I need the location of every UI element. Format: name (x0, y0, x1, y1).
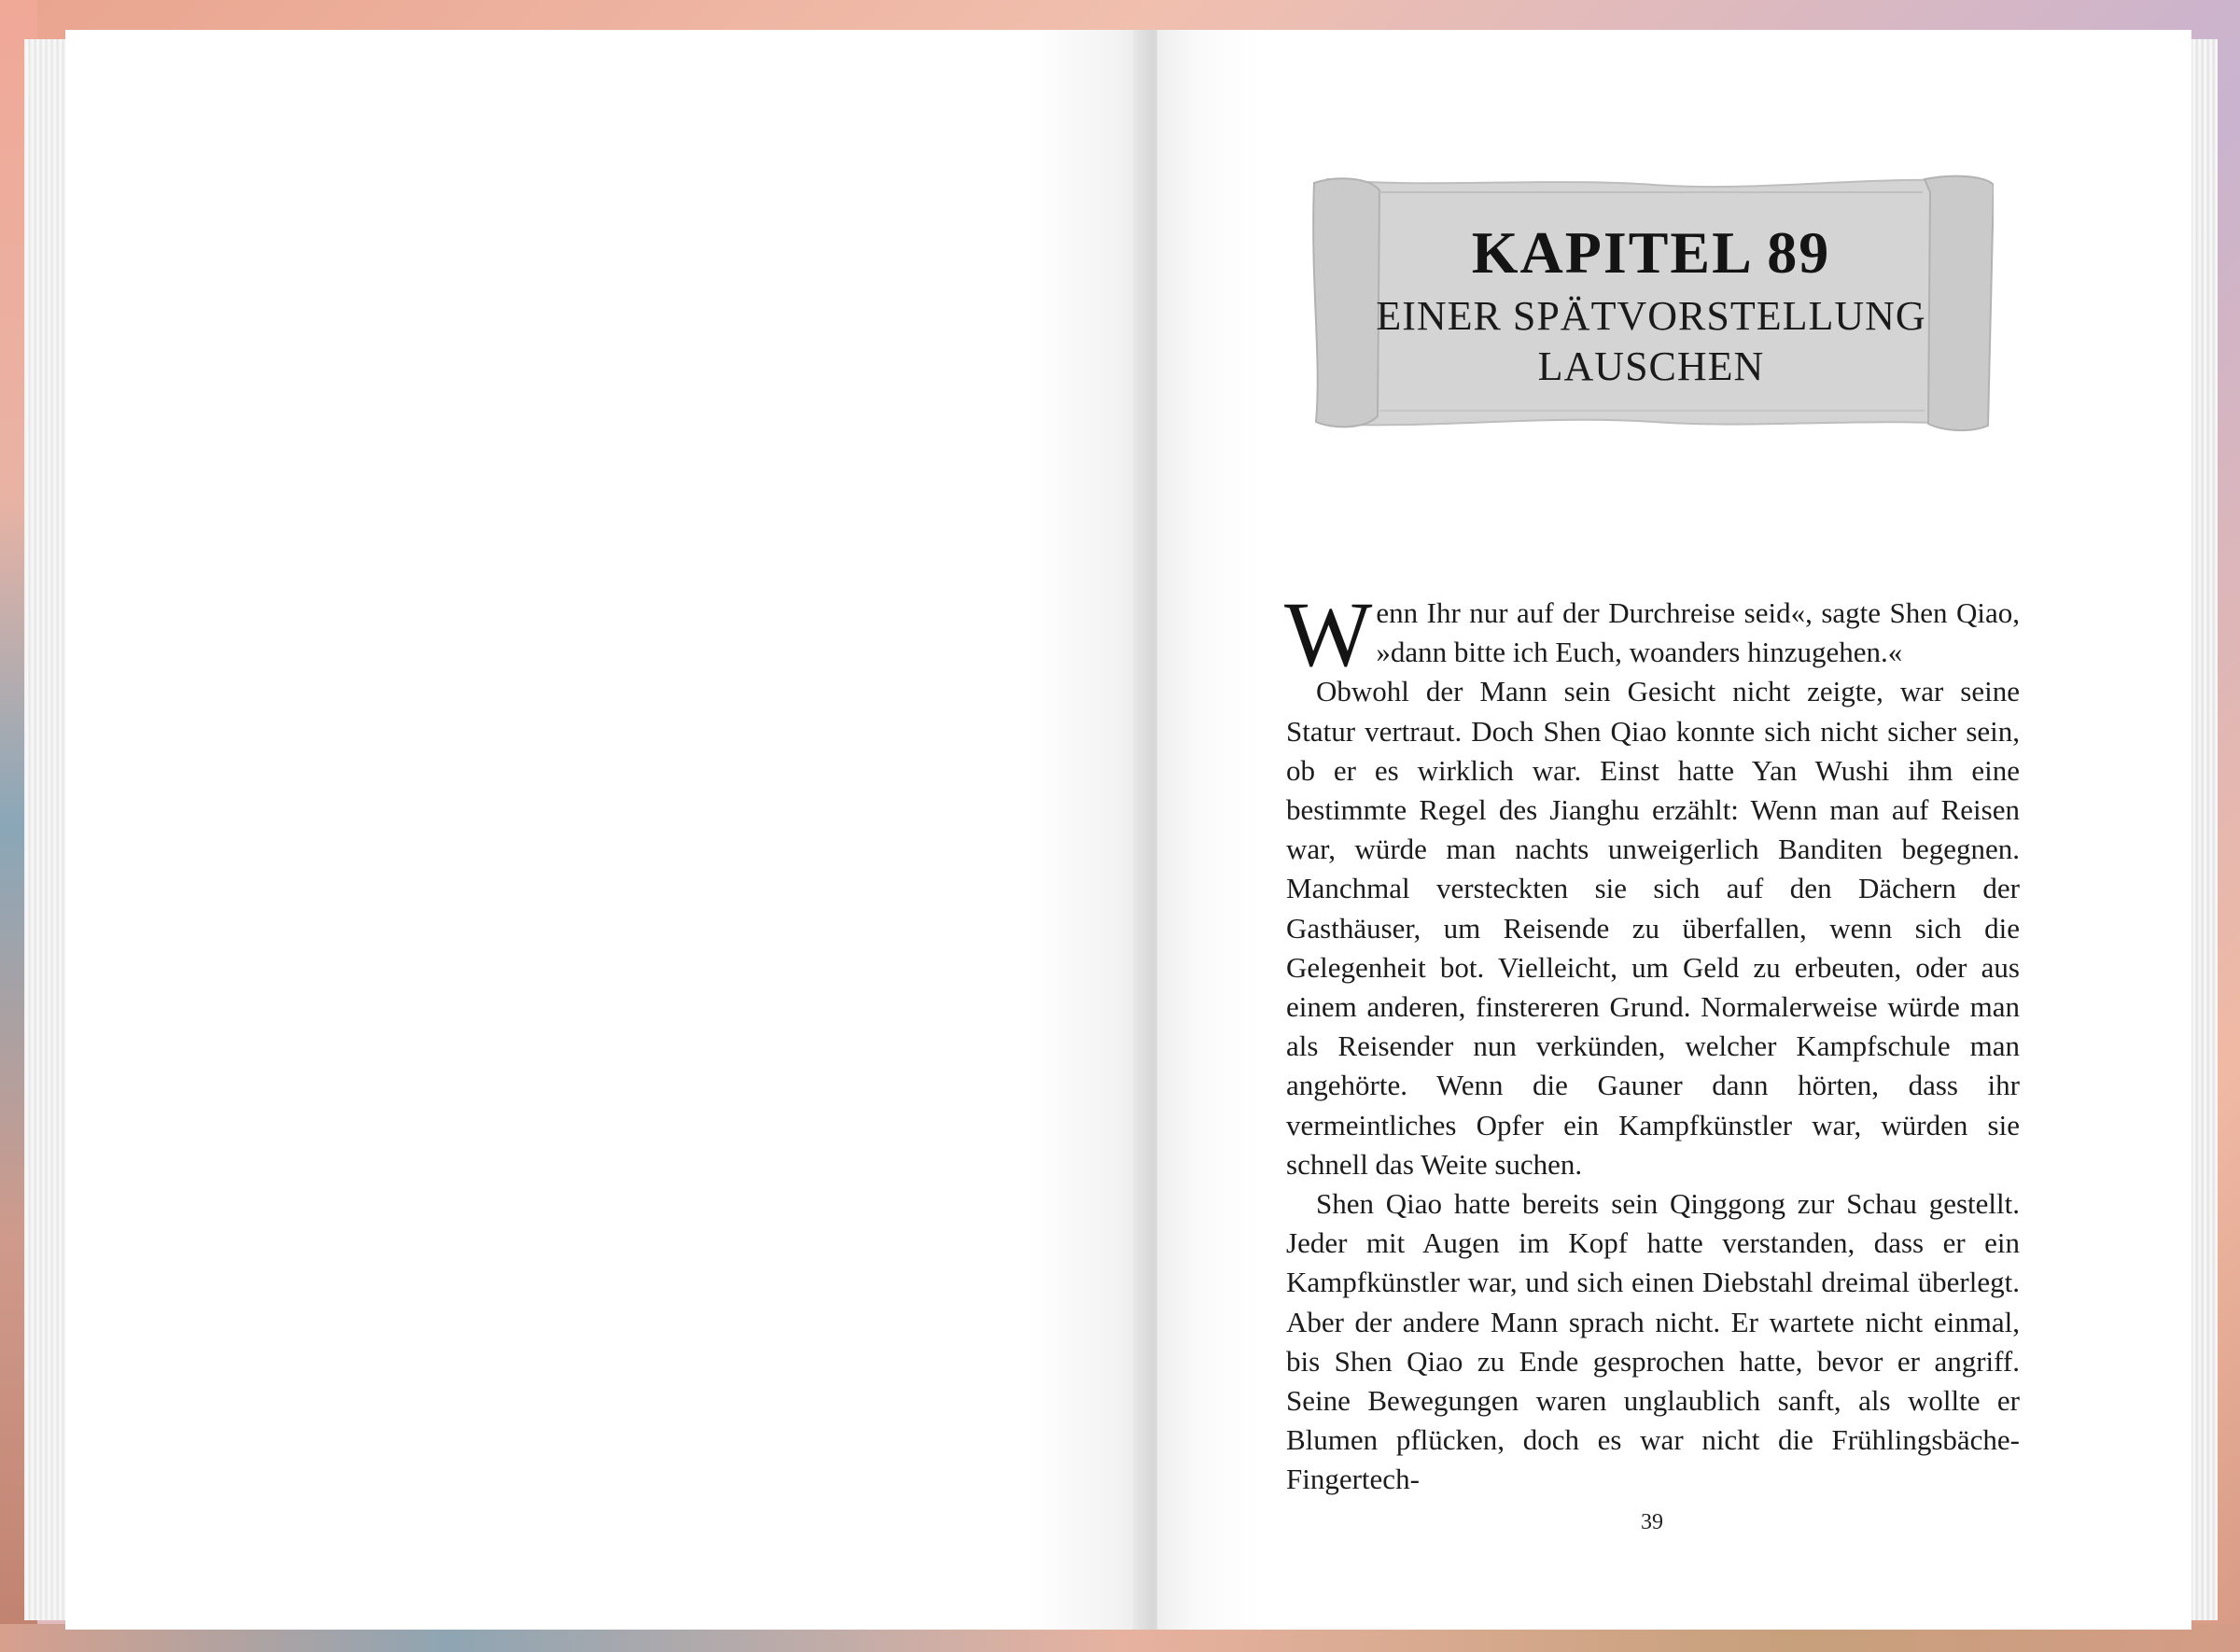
paragraph-3: Shen Qiao hatte bereits sein Qinggong zur Schau gestellt. Jeder mit Augen im Kopf hatte verstanden, dass er ein Kampfkünstler war, und sich einen Diebstahl dreimal überlegt. Aber der andere Mann sprach nicht. Er wartete nicht einmal, bis Shen Qiao zu Ende gesprochen hatte, bevor er angriff. Seine Bewegungen waren unglaublich sanft, als wollte er Blumen pflücken, doch es war nicht die Frühlingsbäche-Fingertech- (1286, 1187, 2020, 1496)
drop-cap-letter: W (1284, 582, 1373, 686)
chapter-number: KAPITEL 89 (1471, 219, 1831, 286)
page-number: 39 (1641, 1510, 1663, 1534)
chapter-scroll-banner (1309, 172, 1994, 433)
chapter-body-text (1284, 582, 2020, 1500)
paragraph-1 (1284, 582, 2020, 686)
left-page-blank (65, 30, 1159, 1630)
chapter-title: EINER SPÄTVORSTELLUNG LAUSCHEN (1376, 293, 1926, 389)
page-edges-right (2191, 39, 2218, 1620)
paragraph-2: Obwohl der Mann sein Gesicht nicht zeigte, war seine Statur vertraut. Doch Shen Qiao konnte sich nicht sicher sein, ob er es wirklich war. Einst hatte Yan Wushi ihm eine bestimmte Regel des Jianghu erzählt: Wenn man auf Reisen war, würde man nachts unweigerlich Banditen begegnen. Manchmal versteckten sie sich auf den Dächern der Gasthäuser, um Reisende zu überfallen, wenn sich die Gelegenheit bot. Vielleicht, um Geld zu erbeuten, oder aus einem anderen, finstereren Grund. Normalerweise würde man als Reisender nun verkünden, welcher Kampfschule man angehörte. Wenn die Gauner dann hörten, dass ihr vermeintliches Opfer ein Kampfkünstler war, würden sie schnell das Weite suchen. (1286, 675, 2020, 1181)
page-edges-left (24, 39, 70, 1620)
paragraph-1-text: enn Ihr nur auf der Durchreise seid«, sagte Shen Qiao, »dann bitte ich Euch, woanders hinzugehen.« (1376, 596, 2020, 669)
